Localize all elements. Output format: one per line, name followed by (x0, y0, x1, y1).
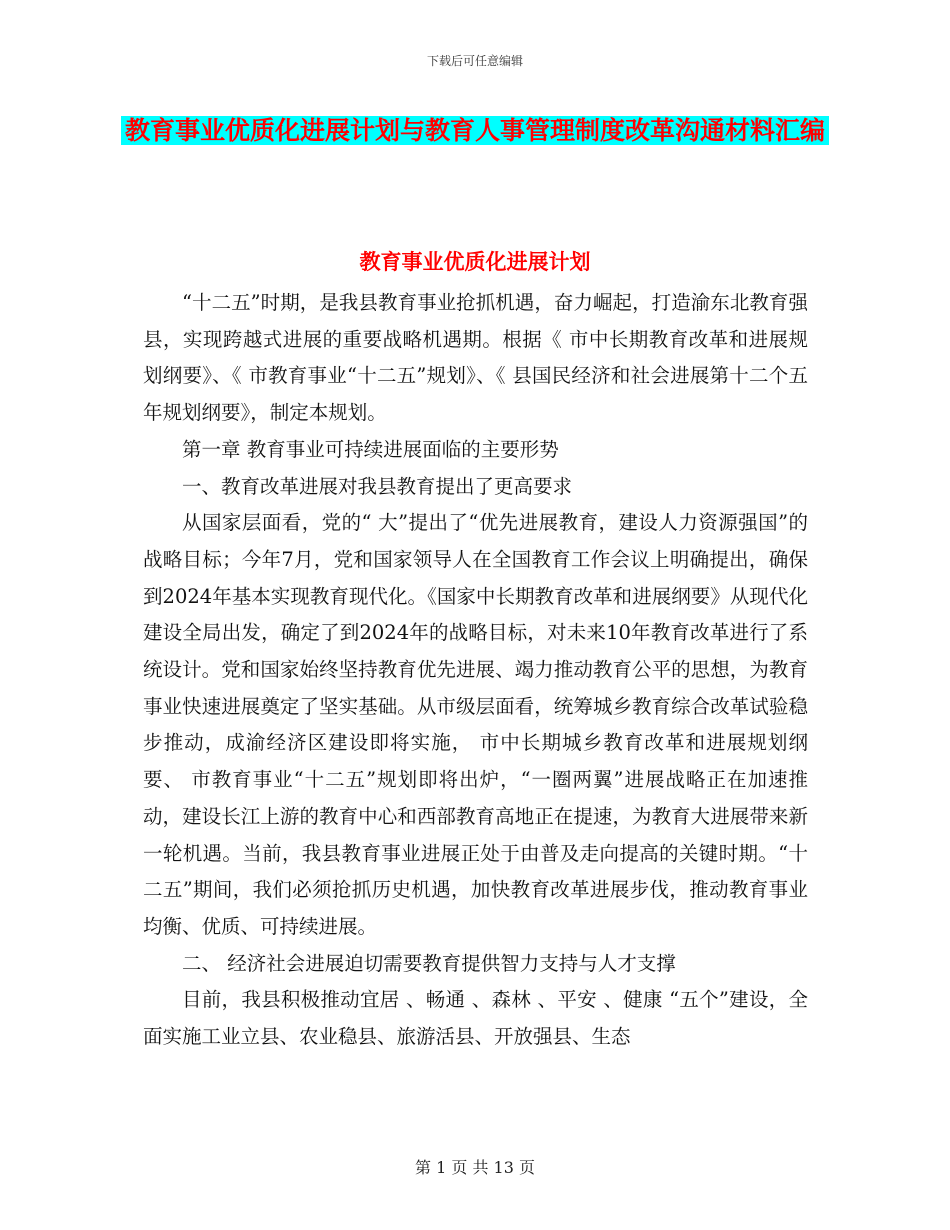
page-header-note: 下载后可任意编辑 (426, 54, 523, 68)
section-title: 教育事业优质化进展计划 (359, 250, 591, 274)
document-title (0, 106, 950, 156)
subheading-2: 二、 经济社会进展迫切需要教育提供智力支持与人才支撑 (182, 951, 676, 975)
paragraph-intro: “十二五”时期，是我县教育事业抢抓机遇，奋力崛起，打造渝东北教育强县，实现跨越式进展的重要战略机遇期。根据《 市中长期教育改革和进展规划纲要》、《 市教育事业“十二五”规划》、《 县国民经济和社会进展第十二个五年规划纲要》，制定本规划。 (143, 291, 808, 425)
document-title-text: 教育事业优质化进展计划与教育人事管理制度改革沟通材料汇编 (121, 116, 829, 145)
page-footer: 第 1 页 共 13 页 (415, 1158, 535, 1177)
subheading-1: 一、教育改革进展对我县教育提出了更高要求 (182, 474, 573, 498)
chapter-heading: 第一章 教育事业可持续进展面临的主要形势 (182, 437, 559, 461)
document-body (143, 285, 808, 1056)
paragraph-current: 目前，我县积极推动宜居 、畅通 、森林 、平安 、健康 “五个”建设，全面实施工业立县、农业稳县、旅游活县、开放强县、生态 (143, 988, 808, 1049)
paragraph-national-level: 从国家层面看，党的“ 大”提出了“优先进展教育，建设人力资源强国”的战略目标；今年7月，党和国家领导人在全国教育工作会议上明确提出，确保到2024年基本实现教育现代化。《国家中长期教育改革和进展纲要》从现代化建设全局出发，确定了到2024年的战略目标，对未来10年教育改革进行了系统设计。党和国家始终坚持教育优先进展、竭力推动教育公平的思想，为教育事业快速进展奠定了坚实基础。从市级层面看，统筹城乡教育综合改革试验稳步推动，成渝经济区建设即将实施， 市中长期城乡教育改革和进展规划纲要、 市教育事业“十二五”规划即将出炉，“一圈两翼”进展战略正在加速推动，建设长江上游的教育中心和西部教育高地正在提速，为教育大进展带来新一轮机遇。当前，我县教育事业进展正处于由普及走向提高的关键时期。“十二五”期间，我们必须抢抓历史机遇，加快教育改革进展步伐，推动教育事业均衡、优质、可持续进展。 (143, 511, 808, 938)
